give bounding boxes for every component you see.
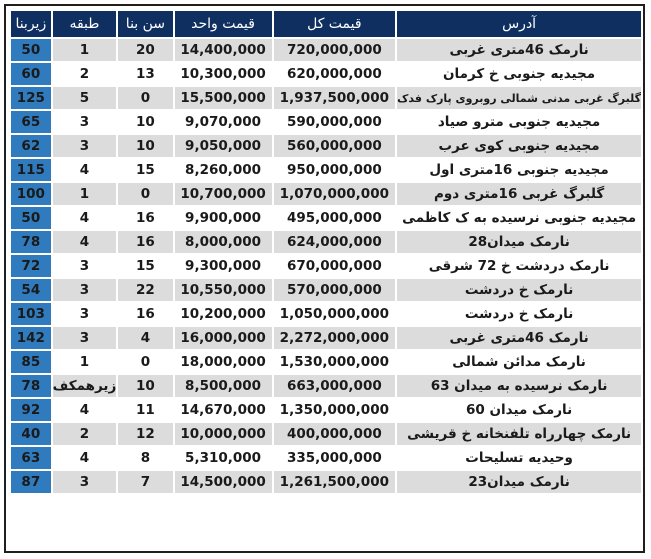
cell-total-price: 1,530,000,000 [274, 351, 396, 373]
cell-unit-price: 5,310,000 [175, 447, 272, 469]
cell-building-age: 10 [118, 375, 172, 397]
table-row [11, 399, 641, 421]
cell-building-age: 0 [118, 183, 172, 205]
cell-address: مجیدیه جنوبی مترو صیاد [397, 111, 641, 133]
cell-address: مجیدیه جنوبی نرسیده به ک کاظمی [397, 207, 641, 229]
cell-area: 103 [11, 303, 51, 325]
cell-address: نارمک خ دردشت [397, 279, 641, 301]
cell-address: نارمک مدائن شمالی [397, 351, 641, 373]
cell-area: 125 [11, 87, 51, 109]
cell-area: 54 [11, 279, 51, 301]
cell-address: مجیدیه جنوبی 16متری اول [397, 159, 641, 181]
cell-floor: 1 [53, 183, 117, 205]
cell-building-age: 0 [118, 351, 172, 373]
cell-area: 100 [11, 183, 51, 205]
cell-floor: زیرهمکف [53, 375, 117, 397]
cell-building-age: 13 [118, 63, 172, 85]
cell-area: 142 [11, 327, 51, 349]
cell-address: نارمک میدان28 [397, 231, 641, 253]
cell-floor: 1 [53, 39, 117, 61]
cell-address: نارمک دردشت خ 72 شرقی [397, 255, 641, 277]
cell-address: مجیدیه جنوبی کوی عرب [397, 135, 641, 157]
table-row [11, 447, 641, 469]
cell-total-price: 1,070,000,000 [274, 183, 396, 205]
cell-total-price: 1,350,000,000 [274, 399, 396, 421]
table-row [11, 87, 641, 109]
cell-building-age: 8 [118, 447, 172, 469]
cell-address: گلبرگ غربی 16متری دوم [397, 183, 641, 205]
cell-unit-price: 14,670,000 [175, 399, 272, 421]
cell-floor: 3 [53, 255, 117, 277]
cell-area: 40 [11, 423, 51, 445]
header-total-price: قیمت کل [274, 11, 396, 37]
cell-total-price: 335,000,000 [274, 447, 396, 469]
cell-total-price: 1,937,500,000 [274, 87, 396, 109]
header-floor: طبقه [53, 11, 117, 37]
cell-unit-price: 8,500,000 [175, 375, 272, 397]
cell-address: نارمک میدان23 [397, 471, 641, 493]
listing-frame [4, 4, 645, 553]
cell-unit-price: 10,300,000 [175, 63, 272, 85]
table-row [11, 327, 641, 349]
header-address: آدرس [397, 11, 641, 37]
cell-unit-price: 10,700,000 [175, 183, 272, 205]
cell-total-price: 620,000,000 [274, 63, 396, 85]
cell-building-age: 10 [118, 135, 172, 157]
table-row [11, 63, 641, 85]
cell-unit-price: 10,000,000 [175, 423, 272, 445]
table-row [11, 111, 641, 133]
cell-floor: 5 [53, 87, 117, 109]
cell-area: 60 [11, 63, 51, 85]
cell-building-age: 20 [118, 39, 172, 61]
cell-floor: 4 [53, 447, 117, 469]
cell-total-price: 624,000,000 [274, 231, 396, 253]
cell-unit-price: 14,500,000 [175, 471, 272, 493]
table-body [11, 39, 641, 493]
table-row [11, 471, 641, 493]
cell-total-price: 1,261,500,000 [274, 471, 396, 493]
cell-total-price: 400,000,000 [274, 423, 396, 445]
cell-total-price: 495,000,000 [274, 207, 396, 229]
property-listing-table [9, 9, 643, 495]
cell-building-age: 0 [118, 87, 172, 109]
cell-floor: 2 [53, 63, 117, 85]
cell-building-age: 4 [118, 327, 172, 349]
table-row [11, 255, 641, 277]
table-row [11, 207, 641, 229]
cell-area: 62 [11, 135, 51, 157]
cell-unit-price: 9,070,000 [175, 111, 272, 133]
cell-unit-price: 8,260,000 [175, 159, 272, 181]
table-row [11, 135, 641, 157]
cell-area: 115 [11, 159, 51, 181]
cell-unit-price: 16,000,000 [175, 327, 272, 349]
cell-total-price: 720,000,000 [274, 39, 396, 61]
header-area: زیربنا [11, 11, 51, 37]
cell-total-price: 2,272,000,000 [274, 327, 396, 349]
cell-area: 72 [11, 255, 51, 277]
cell-area: 87 [11, 471, 51, 493]
cell-unit-price: 9,300,000 [175, 255, 272, 277]
cell-total-price: 570,000,000 [274, 279, 396, 301]
cell-floor: 3 [53, 327, 117, 349]
cell-area: 65 [11, 111, 51, 133]
cell-floor: 3 [53, 471, 117, 493]
cell-address: وحیدیه تسلیحات [397, 447, 641, 469]
cell-address: نارمک خ دردشت [397, 303, 641, 325]
cell-building-age: 16 [118, 303, 172, 325]
cell-building-age: 22 [118, 279, 172, 301]
cell-address: نارمک 46متری غربی [397, 39, 641, 61]
header-building-age: سن بنا [118, 11, 172, 37]
cell-building-age: 7 [118, 471, 172, 493]
table-row [11, 423, 641, 445]
cell-floor: 4 [53, 399, 117, 421]
header-row [11, 11, 641, 37]
cell-building-age: 16 [118, 231, 172, 253]
cell-floor: 3 [53, 135, 117, 157]
cell-total-price: 950,000,000 [274, 159, 396, 181]
cell-floor: 1 [53, 351, 117, 373]
cell-floor: 2 [53, 423, 117, 445]
cell-unit-price: 18,000,000 [175, 351, 272, 373]
cell-floor: 4 [53, 159, 117, 181]
cell-address: نارمک نرسیده به میدان 63 [397, 375, 641, 397]
cell-unit-price: 14,400,000 [175, 39, 272, 61]
cell-address: نارمک 46متری غربی [397, 327, 641, 349]
cell-building-age: 15 [118, 159, 172, 181]
cell-unit-price: 15,500,000 [175, 87, 272, 109]
cell-unit-price: 9,050,000 [175, 135, 272, 157]
table-row [11, 231, 641, 253]
cell-building-age: 12 [118, 423, 172, 445]
table-row [11, 303, 641, 325]
table-row [11, 351, 641, 373]
table-row [11, 39, 641, 61]
cell-floor: 3 [53, 111, 117, 133]
cell-unit-price: 10,200,000 [175, 303, 272, 325]
cell-building-age: 11 [118, 399, 172, 421]
cell-building-age: 10 [118, 111, 172, 133]
cell-area: 50 [11, 207, 51, 229]
cell-building-age: 16 [118, 207, 172, 229]
cell-address: نارمک چهارراه تلفنخانه خ قریشی [397, 423, 641, 445]
table-row [11, 279, 641, 301]
cell-address: مجیدیه جنوبی خ کرمان [397, 63, 641, 85]
cell-address: گلبرگ غربی مدنی شمالی روبروی پارک فدک [397, 87, 641, 109]
cell-unit-price: 9,900,000 [175, 207, 272, 229]
table-row [11, 183, 641, 205]
cell-area: 63 [11, 447, 51, 469]
cell-area: 78 [11, 231, 51, 253]
cell-floor: 4 [53, 231, 117, 253]
cell-total-price: 560,000,000 [274, 135, 396, 157]
cell-unit-price: 10,550,000 [175, 279, 272, 301]
cell-floor: 4 [53, 207, 117, 229]
cell-total-price: 590,000,000 [274, 111, 396, 133]
cell-area: 92 [11, 399, 51, 421]
cell-area: 50 [11, 39, 51, 61]
table-row [11, 159, 641, 181]
header-unit-price: قیمت واحد [175, 11, 272, 37]
cell-total-price: 670,000,000 [274, 255, 396, 277]
cell-area: 78 [11, 375, 51, 397]
cell-floor: 3 [53, 303, 117, 325]
cell-floor: 3 [53, 279, 117, 301]
cell-total-price: 663,000,000 [274, 375, 396, 397]
cell-building-age: 15 [118, 255, 172, 277]
table-row [11, 375, 641, 397]
cell-address: نارمک میدان 60 [397, 399, 641, 421]
cell-unit-price: 8,000,000 [175, 231, 272, 253]
cell-total-price: 1,050,000,000 [274, 303, 396, 325]
cell-area: 85 [11, 351, 51, 373]
